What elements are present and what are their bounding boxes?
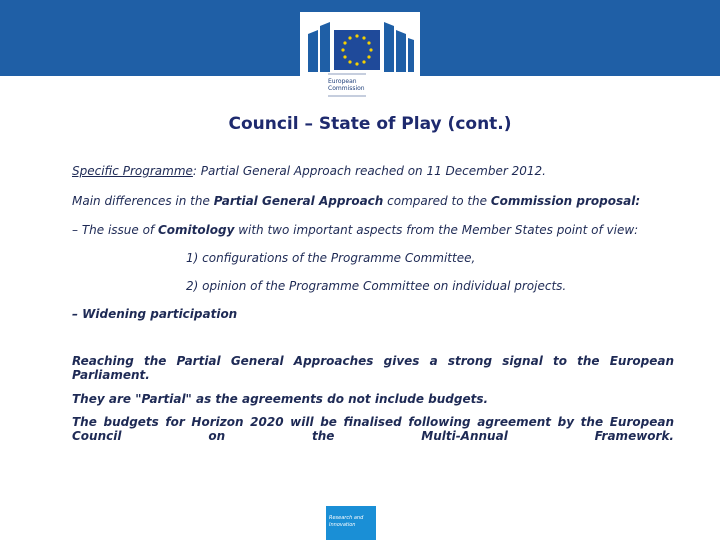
logo-label (328, 78, 365, 92)
main-differences-line: Main differences in the Partial General Approach compared to the Commission proposal: (72, 194, 641, 208)
badge-line-1: Research and (329, 515, 364, 521)
partial-paragraph: They are "Partial" as the agreements do not include budgets. (72, 392, 489, 406)
specific-programme-label: Specific Programme (72, 164, 193, 178)
specific-programme-line: Specific Programme: Partial General Approach reached on 11 December 2012. (72, 164, 546, 178)
slide-title: Council – State of Play (cont.) (228, 114, 512, 134)
budgets-paragraph: The budgets for Horizon 2020 will be finalised following agreement by the European Council on the Multi-Annual Framework. (72, 415, 674, 443)
list-item: 2) opinion of the Programme Committee on individual projects. (186, 279, 567, 293)
list-item: 1) configurations of the Programme Committee, (186, 251, 476, 265)
badge-line-2: Innovation (329, 522, 356, 528)
widening-participation-line: – Widening participation (72, 307, 238, 321)
badge-label (329, 515, 363, 529)
logo-line-1: European (328, 78, 357, 85)
european-commission-logo (300, 12, 420, 104)
research-innovation-badge (326, 506, 376, 540)
comitology-line: – The issue of Comitology with two important aspects from the Member States point of view: (72, 223, 639, 237)
logo-line-2: Commission (328, 85, 365, 92)
signal-paragraph: Reaching the Partial General Approaches gives a strong signal to the European Parliament. (72, 354, 674, 382)
